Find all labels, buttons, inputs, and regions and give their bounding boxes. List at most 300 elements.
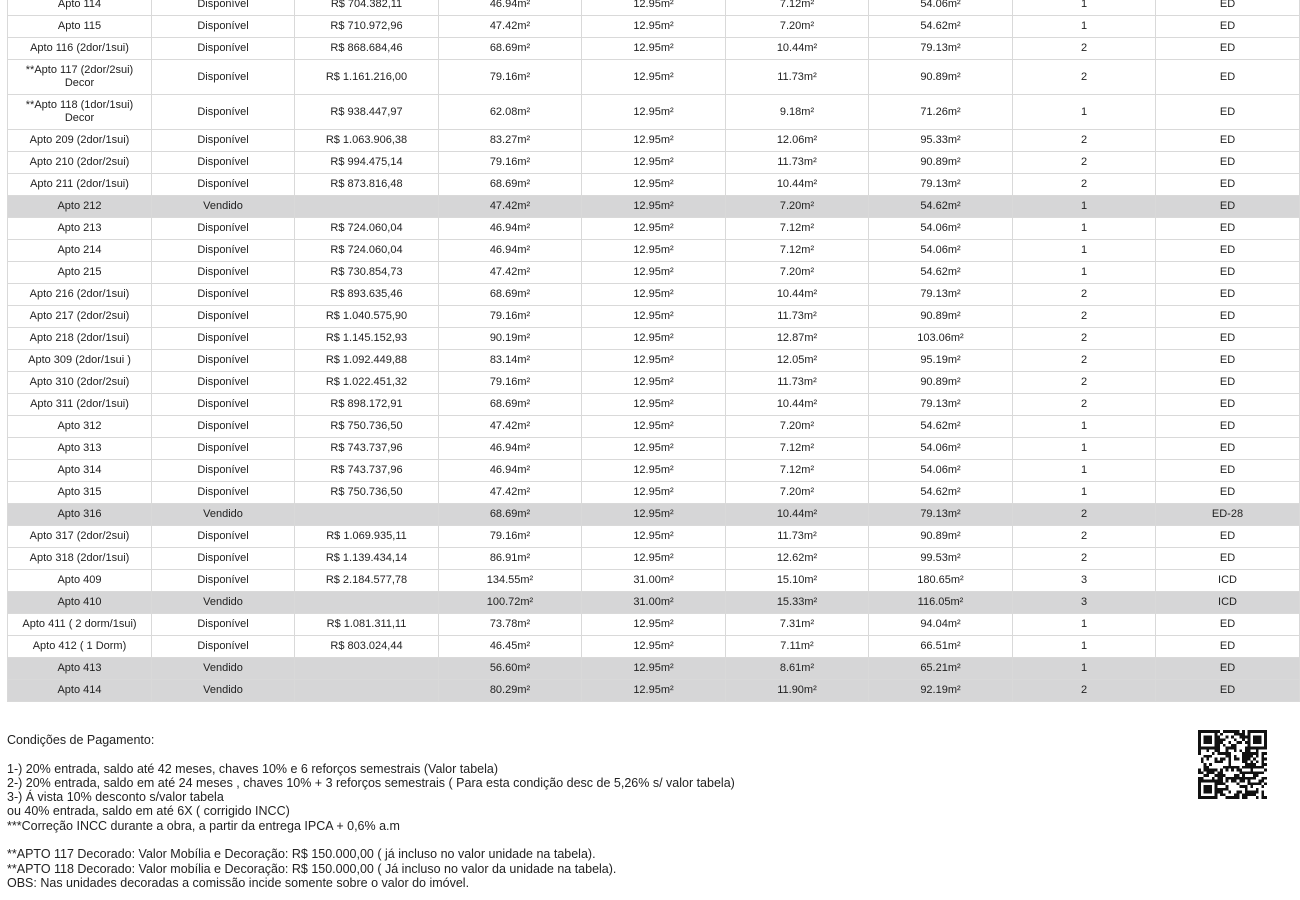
- parking-cell: 1: [1013, 482, 1156, 504]
- price-cell: R$ 1.022.451,32: [295, 372, 439, 394]
- private-area-cell: 47.42m²: [439, 16, 582, 38]
- table-row: [8, 526, 1300, 548]
- private-area-cell: 68.69m²: [439, 394, 582, 416]
- common-area-cell: 11.73m²: [726, 306, 869, 328]
- common-area-cell: 7.12m²: [726, 0, 869, 16]
- common-area-cell: 11.73m²: [726, 152, 869, 174]
- unit-cell: Apto 218 (2dor/1sui): [8, 328, 152, 350]
- decor-note-117: **APTO 117 Decorado: Valor Mobília e Decoração: R$ 150.000,00 ( já incluso no valor unidade na tabela).: [7, 847, 596, 862]
- price-cell: [295, 592, 439, 614]
- parking-cell: 2: [1013, 372, 1156, 394]
- parking-cell: 1: [1013, 262, 1156, 284]
- total-area-cell: 94.04m²: [869, 614, 1013, 636]
- price-cell: R$ 1.092.449,88: [295, 350, 439, 372]
- garage-area-cell: 12.95m²: [582, 306, 726, 328]
- total-area-cell: 79.13m²: [869, 284, 1013, 306]
- private-area-cell: 68.69m²: [439, 284, 582, 306]
- common-area-cell: 11.73m²: [726, 60, 869, 95]
- private-area-cell: 90.19m²: [439, 328, 582, 350]
- private-area-cell: 86.91m²: [439, 548, 582, 570]
- unit-cell: Apto 313: [8, 438, 152, 460]
- common-area-cell: 7.12m²: [726, 240, 869, 262]
- garage-area-cell: 31.00m²: [582, 570, 726, 592]
- garage-area-cell: 12.95m²: [582, 174, 726, 196]
- garage-area-cell: 12.95m²: [582, 130, 726, 152]
- price-cell: [295, 680, 439, 702]
- common-area-cell: 7.12m²: [726, 460, 869, 482]
- price-cell: R$ 938.447,97: [295, 95, 439, 130]
- private-area-cell: 46.94m²: [439, 438, 582, 460]
- garage-area-cell: 12.95m²: [582, 328, 726, 350]
- payment-conditions-title: Condições de Pagamento:: [7, 733, 155, 747]
- garage-area-cell: 12.95m²: [582, 636, 726, 658]
- common-area-cell: 15.33m²: [726, 592, 869, 614]
- status-cell: Disponível: [152, 438, 295, 460]
- status-cell: Disponível: [152, 482, 295, 504]
- private-area-cell: 79.16m²: [439, 60, 582, 95]
- parking-cell: 1: [1013, 218, 1156, 240]
- garage-area-cell: 12.95m²: [582, 614, 726, 636]
- unit-cell: Apto 309 (2dor/1sui ): [8, 350, 152, 372]
- price-cell: R$ 750.736,50: [295, 482, 439, 504]
- private-area-cell: 68.69m²: [439, 504, 582, 526]
- table-row-sold: [8, 658, 1300, 680]
- private-area-cell: 79.16m²: [439, 152, 582, 174]
- table-cell: ED: [1156, 614, 1300, 636]
- parking-cell: 2: [1013, 130, 1156, 152]
- table-cell: ED: [1156, 16, 1300, 38]
- status-cell: Disponível: [152, 614, 295, 636]
- private-area-cell: 79.16m²: [439, 372, 582, 394]
- unit-cell: Apto 209 (2dor/1sui): [8, 130, 152, 152]
- unit-cell: Apto 116 (2dor/1sui): [8, 38, 152, 60]
- table-cell: ED: [1156, 658, 1300, 680]
- parking-cell: 2: [1013, 526, 1156, 548]
- price-cell: R$ 743.737,96: [295, 460, 439, 482]
- table-cell: ED: [1156, 548, 1300, 570]
- garage-area-cell: 12.95m²: [582, 0, 726, 16]
- parking-cell: 2: [1013, 350, 1156, 372]
- unit-cell: Apto 216 (2dor/1sui): [8, 284, 152, 306]
- table-cell: ED: [1156, 196, 1300, 218]
- table-cell: ED: [1156, 526, 1300, 548]
- table-row: [8, 372, 1300, 394]
- common-area-cell: 12.06m²: [726, 130, 869, 152]
- private-area-cell: 46.94m²: [439, 0, 582, 16]
- parking-cell: 2: [1013, 174, 1156, 196]
- table-row: [8, 60, 1300, 95]
- status-cell: Disponível: [152, 460, 295, 482]
- price-cell: R$ 2.184.577,78: [295, 570, 439, 592]
- common-area-cell: 12.87m²: [726, 328, 869, 350]
- status-cell: Vendido: [152, 592, 295, 614]
- unit-cell: Apto 310 (2dor/2sui): [8, 372, 152, 394]
- status-cell: Disponível: [152, 262, 295, 284]
- garage-area-cell: 12.95m²: [582, 284, 726, 306]
- unit-cell: Apto 315: [8, 482, 152, 504]
- parking-cell: 1: [1013, 438, 1156, 460]
- common-area-cell: 11.73m²: [726, 372, 869, 394]
- private-area-cell: 79.16m²: [439, 526, 582, 548]
- status-cell: Disponível: [152, 174, 295, 196]
- total-area-cell: 180.65m²: [869, 570, 1013, 592]
- parking-cell: 1: [1013, 460, 1156, 482]
- price-cell: R$ 994.475,14: [295, 152, 439, 174]
- parking-cell: 2: [1013, 394, 1156, 416]
- common-area-cell: 9.18m²: [726, 95, 869, 130]
- private-area-cell: 47.42m²: [439, 196, 582, 218]
- unit-cell: Apto 114: [8, 0, 152, 16]
- garage-area-cell: 12.95m²: [582, 372, 726, 394]
- status-cell: Disponível: [152, 152, 295, 174]
- total-area-cell: 71.26m²: [869, 95, 1013, 130]
- price-cell: R$ 704.382,11: [295, 0, 439, 16]
- parking-cell: 1: [1013, 0, 1156, 16]
- table-cell: ED: [1156, 328, 1300, 350]
- status-cell: Disponível: [152, 328, 295, 350]
- price-cell: R$ 1.069.935,11: [295, 526, 439, 548]
- total-area-cell: 54.06m²: [869, 438, 1013, 460]
- garage-area-cell: 12.95m²: [582, 658, 726, 680]
- units-table-body: [8, 0, 1300, 702]
- unit-cell: Apto 217 (2dor/2sui): [8, 306, 152, 328]
- total-area-cell: 90.89m²: [869, 526, 1013, 548]
- parking-cell: 1: [1013, 95, 1156, 130]
- parking-cell: 3: [1013, 570, 1156, 592]
- unit-cell: Apto 215: [8, 262, 152, 284]
- garage-area-cell: 12.95m²: [582, 60, 726, 95]
- price-cell: R$ 1.081.311,11: [295, 614, 439, 636]
- total-area-cell: 54.62m²: [869, 196, 1013, 218]
- unit-cell: Apto 411 ( 2 dorm/1sui): [8, 614, 152, 636]
- unit-cell: Apto 210 (2dor/2sui): [8, 152, 152, 174]
- commission-note: OBS: Nas unidades decoradas a comissão incide somente sobre o valor do imóvel.: [7, 875, 470, 890]
- table-row-sold: [8, 196, 1300, 218]
- parking-cell: 3: [1013, 592, 1156, 614]
- private-area-cell: 79.16m²: [439, 306, 582, 328]
- parking-cell: 1: [1013, 658, 1156, 680]
- table-cell: ED: [1156, 350, 1300, 372]
- table-cell: ED: [1156, 218, 1300, 240]
- parking-cell: 1: [1013, 614, 1156, 636]
- garage-area-cell: 12.95m²: [582, 460, 726, 482]
- private-area-cell: 100.72m²: [439, 592, 582, 614]
- parking-cell: 1: [1013, 16, 1156, 38]
- total-area-cell: 54.62m²: [869, 416, 1013, 438]
- table-row: [8, 306, 1300, 328]
- garage-area-cell: 12.95m²: [582, 240, 726, 262]
- table-row: [8, 262, 1300, 284]
- total-area-cell: 66.51m²: [869, 636, 1013, 658]
- status-cell: Vendido: [152, 658, 295, 680]
- total-area-cell: 90.89m²: [869, 372, 1013, 394]
- table-row: [8, 636, 1300, 658]
- common-area-cell: 10.44m²: [726, 174, 869, 196]
- table-cell: ED: [1156, 460, 1300, 482]
- total-area-cell: 54.62m²: [869, 16, 1013, 38]
- status-cell: Disponível: [152, 416, 295, 438]
- table-cell: ICD: [1156, 570, 1300, 592]
- total-area-cell: 95.33m²: [869, 130, 1013, 152]
- price-cell: R$ 893.635,46: [295, 284, 439, 306]
- table-cell: ED: [1156, 130, 1300, 152]
- parking-cell: 2: [1013, 38, 1156, 60]
- price-cell: R$ 730.854,73: [295, 262, 439, 284]
- price-cell: R$ 803.024,44: [295, 636, 439, 658]
- price-cell: R$ 1.139.434,14: [295, 548, 439, 570]
- garage-area-cell: 12.95m²: [582, 394, 726, 416]
- garage-area-cell: 12.95m²: [582, 196, 726, 218]
- price-cell: R$ 1.040.575,90: [295, 306, 439, 328]
- table-cell: ED: [1156, 306, 1300, 328]
- parking-cell: 1: [1013, 416, 1156, 438]
- private-area-cell: 46.94m²: [439, 460, 582, 482]
- payment-condition-3-alt: ou 40% entrada, saldo em até 6X ( corrigido INCC): [7, 804, 290, 819]
- total-area-cell: 54.62m²: [869, 482, 1013, 504]
- price-cell: [295, 658, 439, 680]
- table-row: [8, 548, 1300, 570]
- unit-cell: **Apto 117 (2dor/2sui) Decor: [8, 60, 152, 95]
- parking-cell: 2: [1013, 680, 1156, 702]
- status-cell: Disponível: [152, 526, 295, 548]
- table-row: [8, 394, 1300, 416]
- unit-cell: Apto 211 (2dor/1sui): [8, 174, 152, 196]
- status-cell: Disponível: [152, 0, 295, 16]
- unit-cell: Apto 312: [8, 416, 152, 438]
- parking-cell: 1: [1013, 636, 1156, 658]
- table-row: [8, 152, 1300, 174]
- table-cell: ED: [1156, 152, 1300, 174]
- private-area-cell: 47.42m²: [439, 482, 582, 504]
- unit-cell: Apto 115: [8, 16, 152, 38]
- table-row: [8, 38, 1300, 60]
- parking-cell: 2: [1013, 548, 1156, 570]
- common-area-cell: 12.62m²: [726, 548, 869, 570]
- total-area-cell: 79.13m²: [869, 38, 1013, 60]
- table-cell: ED: [1156, 482, 1300, 504]
- status-cell: Disponível: [152, 372, 295, 394]
- status-cell: Disponível: [152, 394, 295, 416]
- common-area-cell: 15.10m²: [726, 570, 869, 592]
- price-cell: R$ 724.060,04: [295, 218, 439, 240]
- total-area-cell: 79.13m²: [869, 394, 1013, 416]
- table-row: [8, 438, 1300, 460]
- total-area-cell: 79.13m²: [869, 504, 1013, 526]
- price-cell: R$ 743.737,96: [295, 438, 439, 460]
- common-area-cell: 7.31m²: [726, 614, 869, 636]
- payment-notes: [7, 733, 1107, 890]
- garage-area-cell: 12.95m²: [582, 95, 726, 130]
- status-cell: Disponível: [152, 636, 295, 658]
- common-area-cell: 10.44m²: [726, 394, 869, 416]
- status-cell: Disponível: [152, 548, 295, 570]
- table-row: [8, 0, 1300, 16]
- table-cell: ED: [1156, 284, 1300, 306]
- parking-cell: 2: [1013, 60, 1156, 95]
- table-cell: ED: [1156, 95, 1300, 130]
- total-area-cell: 92.19m²: [869, 680, 1013, 702]
- parking-cell: 2: [1013, 306, 1156, 328]
- private-area-cell: 83.14m²: [439, 350, 582, 372]
- private-area-cell: 134.55m²: [439, 570, 582, 592]
- garage-area-cell: 12.95m²: [582, 482, 726, 504]
- payment-condition-2: 2-) 20% entrada, saldo em até 24 meses , chaves 10% + 3 reforços semestrais ( Para esta condição desc de 5,26% s/ valor tabela): [7, 775, 735, 790]
- status-cell: Disponível: [152, 350, 295, 372]
- common-area-cell: 7.12m²: [726, 218, 869, 240]
- common-area-cell: 8.61m²: [726, 658, 869, 680]
- garage-area-cell: 12.95m²: [582, 526, 726, 548]
- total-area-cell: 90.89m²: [869, 60, 1013, 95]
- table-cell: ED: [1156, 438, 1300, 460]
- table-row: [8, 460, 1300, 482]
- parking-cell: 2: [1013, 328, 1156, 350]
- status-cell: Vendido: [152, 196, 295, 218]
- total-area-cell: 54.62m²: [869, 262, 1013, 284]
- total-area-cell: 65.21m²: [869, 658, 1013, 680]
- garage-area-cell: 12.95m²: [582, 38, 726, 60]
- total-area-cell: 54.06m²: [869, 0, 1013, 16]
- units-table: [7, 0, 1300, 702]
- garage-area-cell: 12.95m²: [582, 680, 726, 702]
- private-area-cell: 62.08m²: [439, 95, 582, 130]
- garage-area-cell: 12.95m²: [582, 438, 726, 460]
- unit-cell: Apto 409: [8, 570, 152, 592]
- unit-cell: Apto 410: [8, 592, 152, 614]
- table-row-sold: [8, 680, 1300, 702]
- table-cell: ED: [1156, 60, 1300, 95]
- unit-cell: **Apto 118 (1dor/1sui) Decor: [8, 95, 152, 130]
- table-cell: ICD: [1156, 592, 1300, 614]
- unit-cell: Apto 314: [8, 460, 152, 482]
- garage-area-cell: 31.00m²: [582, 592, 726, 614]
- status-cell: Disponível: [152, 218, 295, 240]
- total-area-cell: 90.89m²: [869, 306, 1013, 328]
- table-row: [8, 174, 1300, 196]
- table-cell: ED: [1156, 262, 1300, 284]
- status-cell: Disponível: [152, 16, 295, 38]
- private-area-cell: 47.42m²: [439, 416, 582, 438]
- price-cell: R$ 710.972,96: [295, 16, 439, 38]
- private-area-cell: 68.69m²: [439, 38, 582, 60]
- status-cell: Disponível: [152, 38, 295, 60]
- private-area-cell: 46.45m²: [439, 636, 582, 658]
- table-cell: ED: [1156, 416, 1300, 438]
- table-cell: ED: [1156, 0, 1300, 16]
- table-row: [8, 130, 1300, 152]
- table-row: [8, 16, 1300, 38]
- total-area-cell: 116.05m²: [869, 592, 1013, 614]
- table-cell: ED-28: [1156, 504, 1300, 526]
- price-cell: R$ 898.172,91: [295, 394, 439, 416]
- unit-cell: Apto 318 (2dor/1sui): [8, 548, 152, 570]
- private-area-cell: 80.29m²: [439, 680, 582, 702]
- total-area-cell: 79.13m²: [869, 174, 1013, 196]
- total-area-cell: 54.06m²: [869, 460, 1013, 482]
- common-area-cell: 10.44m²: [726, 38, 869, 60]
- unit-cell: Apto 413: [8, 658, 152, 680]
- common-area-cell: 11.73m²: [726, 526, 869, 548]
- table-cell: ED: [1156, 372, 1300, 394]
- private-area-cell: 46.94m²: [439, 218, 582, 240]
- table-row: [8, 482, 1300, 504]
- unit-cell: Apto 214: [8, 240, 152, 262]
- price-cell: R$ 873.816,48: [295, 174, 439, 196]
- common-area-cell: 7.20m²: [726, 16, 869, 38]
- status-cell: Disponível: [152, 284, 295, 306]
- common-area-cell: 7.20m²: [726, 262, 869, 284]
- price-cell: R$ 1.161.216,00: [295, 60, 439, 95]
- table-row: [8, 570, 1300, 592]
- total-area-cell: 99.53m²: [869, 548, 1013, 570]
- parking-cell: 2: [1013, 152, 1156, 174]
- table-cell: ED: [1156, 174, 1300, 196]
- unit-cell: Apto 213: [8, 218, 152, 240]
- parking-cell: 2: [1013, 504, 1156, 526]
- payment-condition-3: 3-) Á vista 10% desconto s/valor tabela: [7, 790, 224, 805]
- common-area-cell: 7.20m²: [726, 196, 869, 218]
- unit-cell: Apto 311 (2dor/1sui): [8, 394, 152, 416]
- table-cell: ED: [1156, 636, 1300, 658]
- unit-cell: Apto 317 (2dor/2sui): [8, 526, 152, 548]
- private-area-cell: 46.94m²: [439, 240, 582, 262]
- incc-correction-note: ***Correção INCC durante a obra, a partir da entrega IPCA + 0,6% a.m: [7, 818, 400, 833]
- garage-area-cell: 12.95m²: [582, 262, 726, 284]
- table-row: [8, 284, 1300, 306]
- table-cell: ED: [1156, 680, 1300, 702]
- unit-cell: Apto 316: [8, 504, 152, 526]
- table-cell: ED: [1156, 38, 1300, 60]
- table-row-sold: [8, 504, 1300, 526]
- unit-cell: Apto 412 ( 1 Dorm): [8, 636, 152, 658]
- payment-condition-1: 1-) 20% entrada, saldo até 42 meses, chaves 10% e 6 reforços semestrais (Valor tabela): [7, 761, 498, 776]
- garage-area-cell: 12.95m²: [582, 350, 726, 372]
- status-cell: Disponível: [152, 130, 295, 152]
- table-row-sold: [8, 592, 1300, 614]
- status-cell: Disponível: [152, 95, 295, 130]
- table-row: [8, 95, 1300, 130]
- private-area-cell: 47.42m²: [439, 262, 582, 284]
- price-cell: [295, 504, 439, 526]
- garage-area-cell: 12.95m²: [582, 548, 726, 570]
- private-area-cell: 83.27m²: [439, 130, 582, 152]
- garage-area-cell: 12.95m²: [582, 218, 726, 240]
- unit-cell: Apto 212: [8, 196, 152, 218]
- private-area-cell: 56.60m²: [439, 658, 582, 680]
- price-cell: R$ 868.684,46: [295, 38, 439, 60]
- common-area-cell: 10.44m²: [726, 284, 869, 306]
- parking-cell: 1: [1013, 240, 1156, 262]
- unit-cell: Apto 414: [8, 680, 152, 702]
- table-cell: ED: [1156, 240, 1300, 262]
- common-area-cell: 7.20m²: [726, 482, 869, 504]
- status-cell: Disponível: [152, 240, 295, 262]
- garage-area-cell: 12.95m²: [582, 152, 726, 174]
- private-area-cell: 73.78m²: [439, 614, 582, 636]
- decor-note-118: **APTO 118 Decorado: Valor mobília e Decoração: R$ 150.000,00 ( Já incluso no valor da unidade na tabela).: [7, 861, 617, 876]
- parking-cell: 2: [1013, 284, 1156, 306]
- common-area-cell: 7.12m²: [726, 438, 869, 460]
- common-area-cell: 7.11m²: [726, 636, 869, 658]
- qr-code-icon: [1198, 730, 1267, 799]
- garage-area-cell: 12.95m²: [582, 504, 726, 526]
- status-cell: Vendido: [152, 680, 295, 702]
- price-cell: R$ 1.145.152,93: [295, 328, 439, 350]
- total-area-cell: 54.06m²: [869, 240, 1013, 262]
- table-row: [8, 218, 1300, 240]
- garage-area-cell: 12.95m²: [582, 416, 726, 438]
- table-cell: ED: [1156, 394, 1300, 416]
- garage-area-cell: 12.95m²: [582, 16, 726, 38]
